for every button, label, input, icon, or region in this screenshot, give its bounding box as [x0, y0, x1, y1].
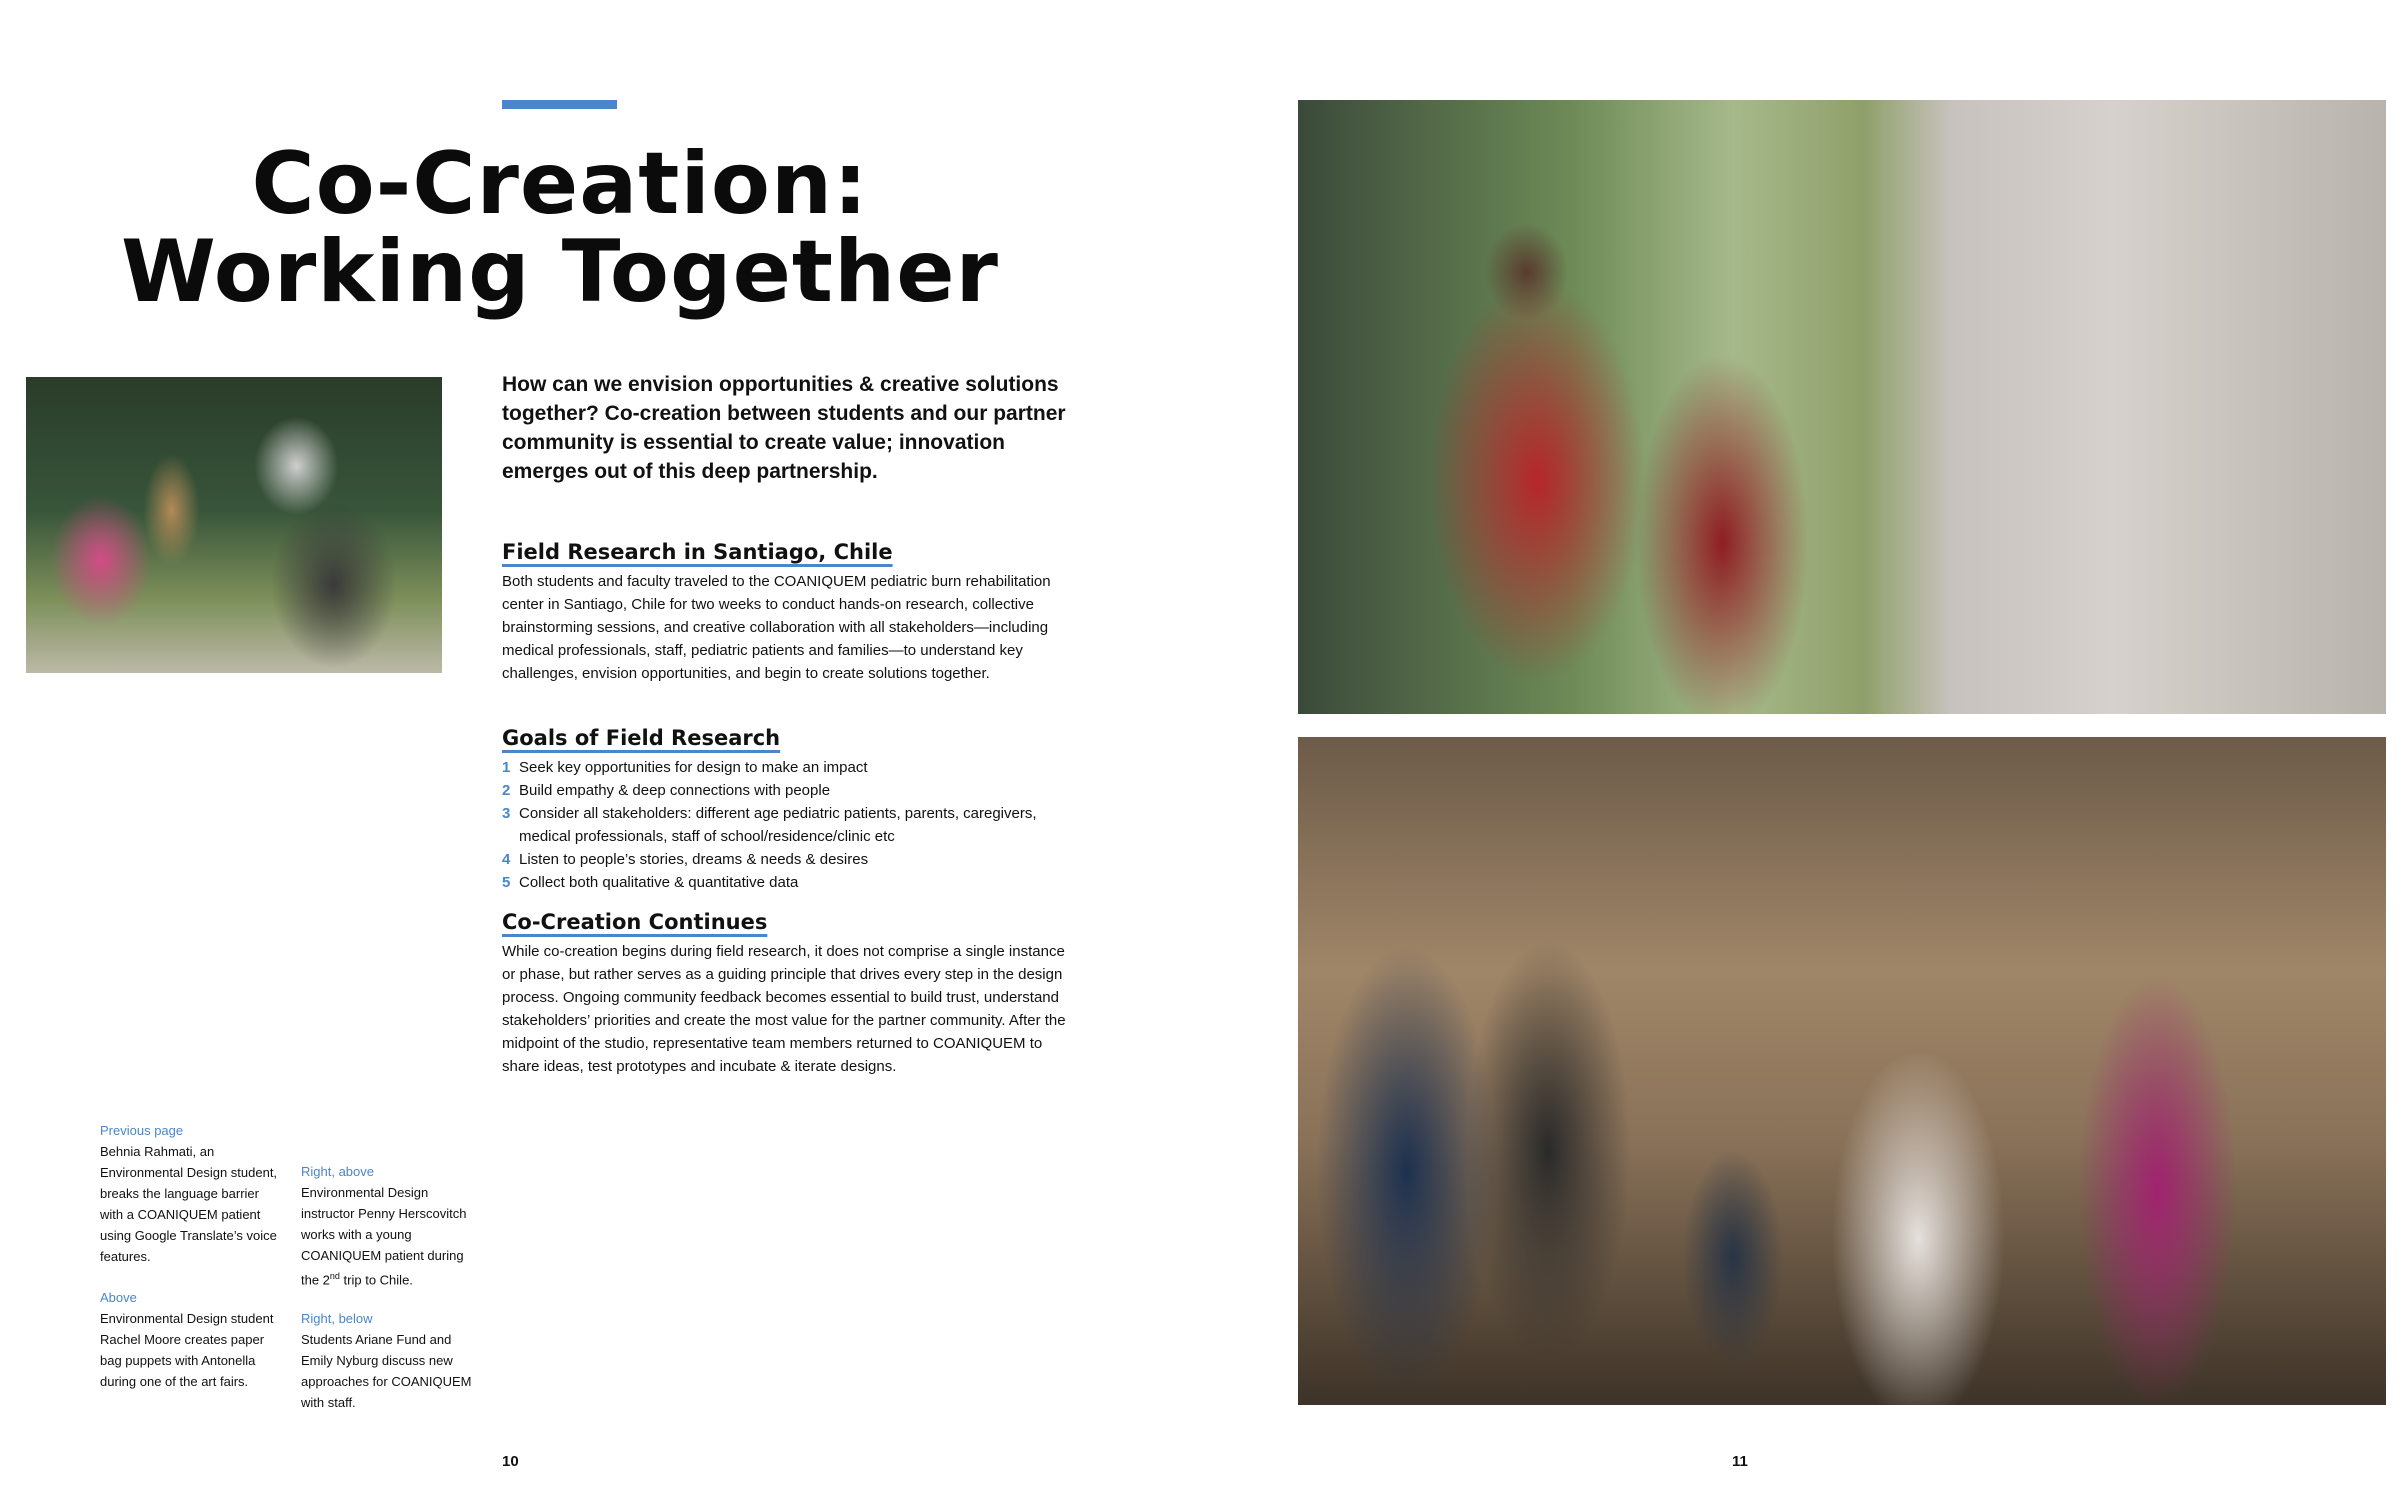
goals-list — [502, 756, 1082, 894]
goal-text: Seek key opportunities for design to make an impact — [519, 759, 868, 776]
list-item — [502, 779, 1082, 802]
caption-right-above — [301, 1161, 481, 1290]
goal-text: Listen to people’s stories, dreams & needs & desires — [519, 851, 869, 868]
list-item — [502, 756, 1082, 779]
caption-superscript: nd — [329, 1271, 340, 1281]
goal-number: 1 — [502, 759, 511, 776]
body-field-research: Both students and faculty traveled to the COANIQUEM pediatric burn rehabilitation center in Santiago, Chile for two weeks to conduct hands-on research, collective brainstorming sessions, and creative collaboration with all stakeholders—including medical professionals, staff, pediatric patients and families—to understand key challenges, envision opportunities, and begin to create solutions together. — [502, 573, 1051, 682]
list-item — [502, 871, 1082, 894]
goal-text: Build empathy & deep connections with people — [519, 782, 831, 799]
caption-right-below — [301, 1308, 481, 1413]
caption-text: Environmental Design instructor Penny Herscovitch works with a young COANIQUEM patient during the 2 — [301, 1185, 467, 1288]
title-accent-rule — [502, 100, 617, 109]
page-title — [100, 134, 1020, 322]
goal-number: 3 — [502, 805, 511, 822]
goal-number: 5 — [502, 874, 511, 891]
photo-instructor-with-patient — [1298, 100, 2386, 714]
goal-text: Consider all stakeholders: different age pediatric patients, parents, caregivers, medical professionals, staff of school/residence/clinic etc — [519, 805, 1037, 845]
list-item — [502, 802, 1082, 848]
page-number-right: 11 — [1732, 1453, 1748, 1470]
page-title-line-1: Co-Creation: — [251, 134, 869, 234]
photo-paper-bag-puppets — [26, 377, 442, 673]
caption-previous-page — [100, 1120, 280, 1267]
heading-field-research: Field Research in Santiago, Chile — [502, 540, 893, 564]
caption-label: Above — [100, 1290, 137, 1305]
body-co-creation-continues: While co-creation begins during field research, it does not comprise a single instance or phase, but rather serves as a guiding principle that drives every step in the design process. Ongoing community feedback becomes essential to build trust, understand stakeholders’ priorities and create the most value for the partner community. After the midpoint of the studio, representative team members returned to COANIQUEM to share ideas, test prototypes and incubate & iterate designs. — [502, 943, 1066, 1075]
caption-above — [100, 1287, 280, 1392]
caption-text: Behnia Rahmati, an Environmental Design student, breaks the language barrier with a COANIQUEM patient using Google Translate’s voice features. — [100, 1144, 278, 1264]
heading-goals: Goals of Field Research — [502, 726, 781, 750]
heading-co-creation-continues: Co-Creation Continues — [502, 910, 768, 934]
page-title-line-2: Working Together — [121, 222, 999, 322]
caption-label: Previous page — [100, 1123, 184, 1138]
photo-students-with-staff — [1298, 737, 2386, 1405]
goal-text: Collect both qualitative & quantitative data — [519, 874, 799, 891]
caption-label: Right, below — [301, 1311, 373, 1326]
intro-paragraph: How can we envision opportunities & creative solutions together? Co-creation between students and our partner community is essential to create value; innovation emerges out of this deep partnership. — [502, 373, 1066, 483]
page-number-left: 10 — [502, 1453, 519, 1470]
list-item — [502, 848, 1082, 871]
caption-label: Right, above — [301, 1164, 374, 1179]
goal-number: 4 — [502, 851, 511, 868]
caption-text-end: trip to Chile. — [339, 1272, 413, 1288]
caption-text: Students Ariane Fund and Emily Nyburg discuss new approaches for COANIQUEM with staff. — [301, 1332, 472, 1410]
goal-number: 2 — [502, 782, 511, 799]
caption-text: Environmental Design student Rachel Moore creates paper bag puppets with Antonella during one of the art fairs. — [100, 1311, 274, 1389]
